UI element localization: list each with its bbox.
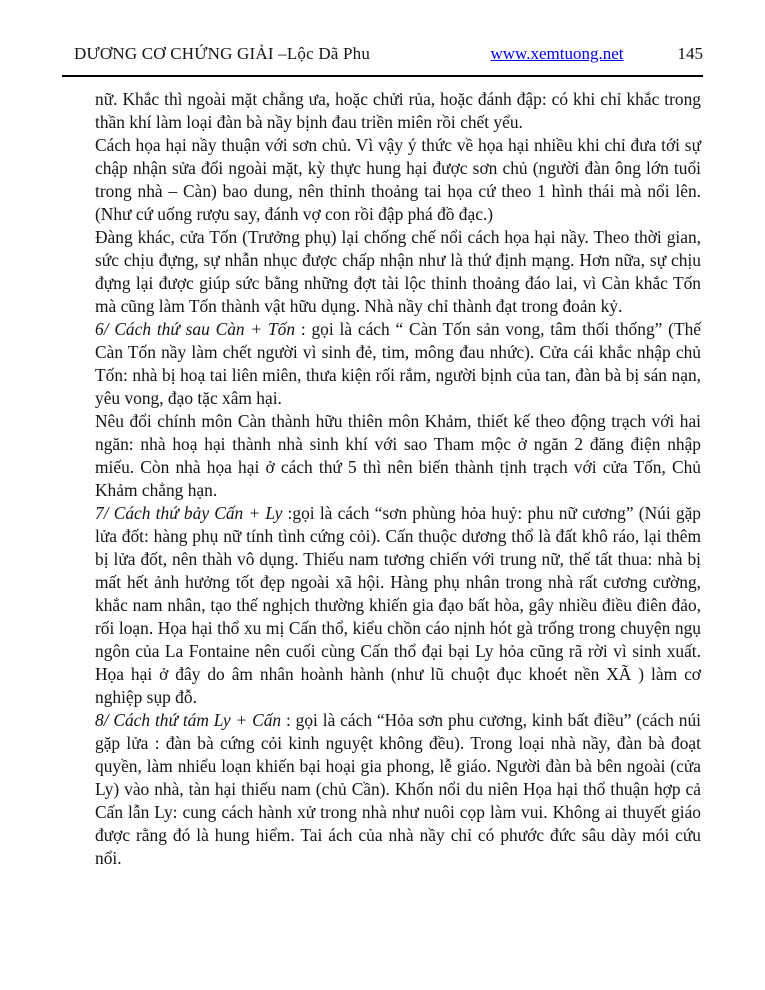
website-link[interactable]: www.xemtuong.net (490, 44, 624, 63)
body-text (95, 88, 701, 870)
paragraph-text: Nêu đổi chính môn Càn thành hữu thiên môn Khảm, thiết kế theo động trạch với hai ngăn: nhà hoạ hại thành nhà sinh khí với sao Tham mộc ở ngăn 2 đăng điện nhập miếu. Còn nhà họa hại ở cách thứ 5 thì nên biến thành tịnh trạch với cửa Tốn, Chủ Khảm chẳng hạn. (95, 411, 701, 500)
paragraph-text: : gọi là cách “ Càn Tốn sản vong, tâm thối thống” (Thế Càn Tốn nầy làm chết người vì sinh đẻ, tim, mông đau nhức). Cửa cái khắc nhập chủ Tốn: nhà bị hoạ tai liên miên, thưa kiện rối rắm, người bịnh của tan, đàn bà bị sán nạn, yêu vong, đạo tặc xâm hại. (95, 319, 701, 408)
paragraph (95, 226, 701, 318)
section-heading-italic: 7/ Cách thứ bảy Cấn + Ly (95, 503, 283, 523)
page-number: 145 (677, 44, 703, 63)
paragraph-text: :gọi là cách “sơn phùng hỏa huỷ: phu nữ cương” (Núi gặp lửa đốt: hàng phụ nữ tính tình cứng cỏi). Cấn thuộc dương thổ là đất khô ráo, lại thêm bị lửa đốt, nên thàh vô dụng. Thiếu nam tương chiến với trung nữ, thế tất thua: nhà bị mất hết ảnh hưởng tốt đẹp ngoài xã hội. Hàng phụ nhân trong nhà rất cương cường, khắc nam nhân, tạo thế nghịch thường khiến gia đạo bất hòa, gây nhiều điều điên đảo, rối loạn. Họa hại thổ xu mị Cấn thổ, kiểu chồn cáo nịnh hót gà trống trong chuyện ngụ ngôn của La Fontaine nên cuối cùng Cấn thổ đại bại Ly hỏa cũng rã rời vì sinh xuất. Họa hại ở đây do âm nhân hoành hành (như lũ chuột đục khoét nền XÃ ) làm cơ nghiệp sụp đỗ. (95, 503, 701, 707)
paragraph (95, 88, 701, 134)
paragraph (95, 134, 701, 226)
section-heading-italic: 8/ Cách thứ tám Ly + Cấn (95, 710, 282, 730)
paragraph-text: Cách họa hại nầy thuận với sơn chủ. Vì vậy ý thức về họa hại nhiều khi chỉ đưa tới sự chập nhận sửa đổi ngoài mặt, kỳ thực hung hại được sơn chủ (người đàn ông lớn tuổi trong nhà – Càn) bao dung, nên thỉnh thoảng tai họa cứ theo 1 hình thái mà nổi lên. (Như cứ uống rượu say, đánh vợ con rồi đập phá đồ đạc.) (95, 135, 701, 224)
book-title: DƯƠNG CƠ CHỨNG GIẢI –Lộc Dã Phu (74, 44, 371, 63)
paragraph (95, 709, 701, 870)
paragraph-text: Đàng khác, cửa Tốn (Trưởng phụ) lại chống chế nổi cách họa hại nầy. Theo thời gian, sức chịu đựng, sự nhẫn nhục được chấp nhận như là thứ định mạng. Hơn nữa, sự chịu đựng lại được giúp sức bằng những đợt tài lộc thỉnh thoảng đáo lai, vì Càn khắc Tốn mà cũng làm Tốn thành vật hữu dụng. Nhà nầy chỉ thành đạt trong đoản kỷ. (95, 227, 701, 316)
paragraph-text: : gọi là cách “Hỏa sơn phu cương, kinh bất điều” (cách núi gặp lửa : đàn bà cứng cỏi kinh nguyệt không đều). Trong loại nhà nầy, đàn bà đoạt quyền, làm nhiểu loạn khiến bại hoại gia phong, lễ giáo. Người đàn bà bên ngoài (cửa Ly) vào nhà, tàn hại thiếu nam (chủ Cần). Khốn nổi du niên Họa hại thổ thuận hợp cả Cấn lẫn Ly: cung cách hành xử trong nhà như nuôi cọp làm vui. Không ai thuyết giáo được rằng đó là hung hiểm. Tai ách của nhà nầy chỉ có phước đức sâu dày mói cứu nổi. (95, 710, 701, 868)
paragraph (95, 502, 701, 709)
section-heading-italic: 6/ Cách thứ sau Càn + Tốn (95, 319, 296, 339)
paragraph (95, 410, 701, 502)
page-header (0, 0, 765, 64)
paragraph-text: nữ. Khắc thì ngoài mặt chẳng ưa, hoặc chửi rủa, hoặc đánh đập: có khi chỉ khắc trong thần khí làm loại đàn bà nầy bịnh đau triền miên rồi chết yểu. (95, 89, 701, 132)
paragraph (95, 318, 701, 410)
header-divider (62, 75, 703, 77)
